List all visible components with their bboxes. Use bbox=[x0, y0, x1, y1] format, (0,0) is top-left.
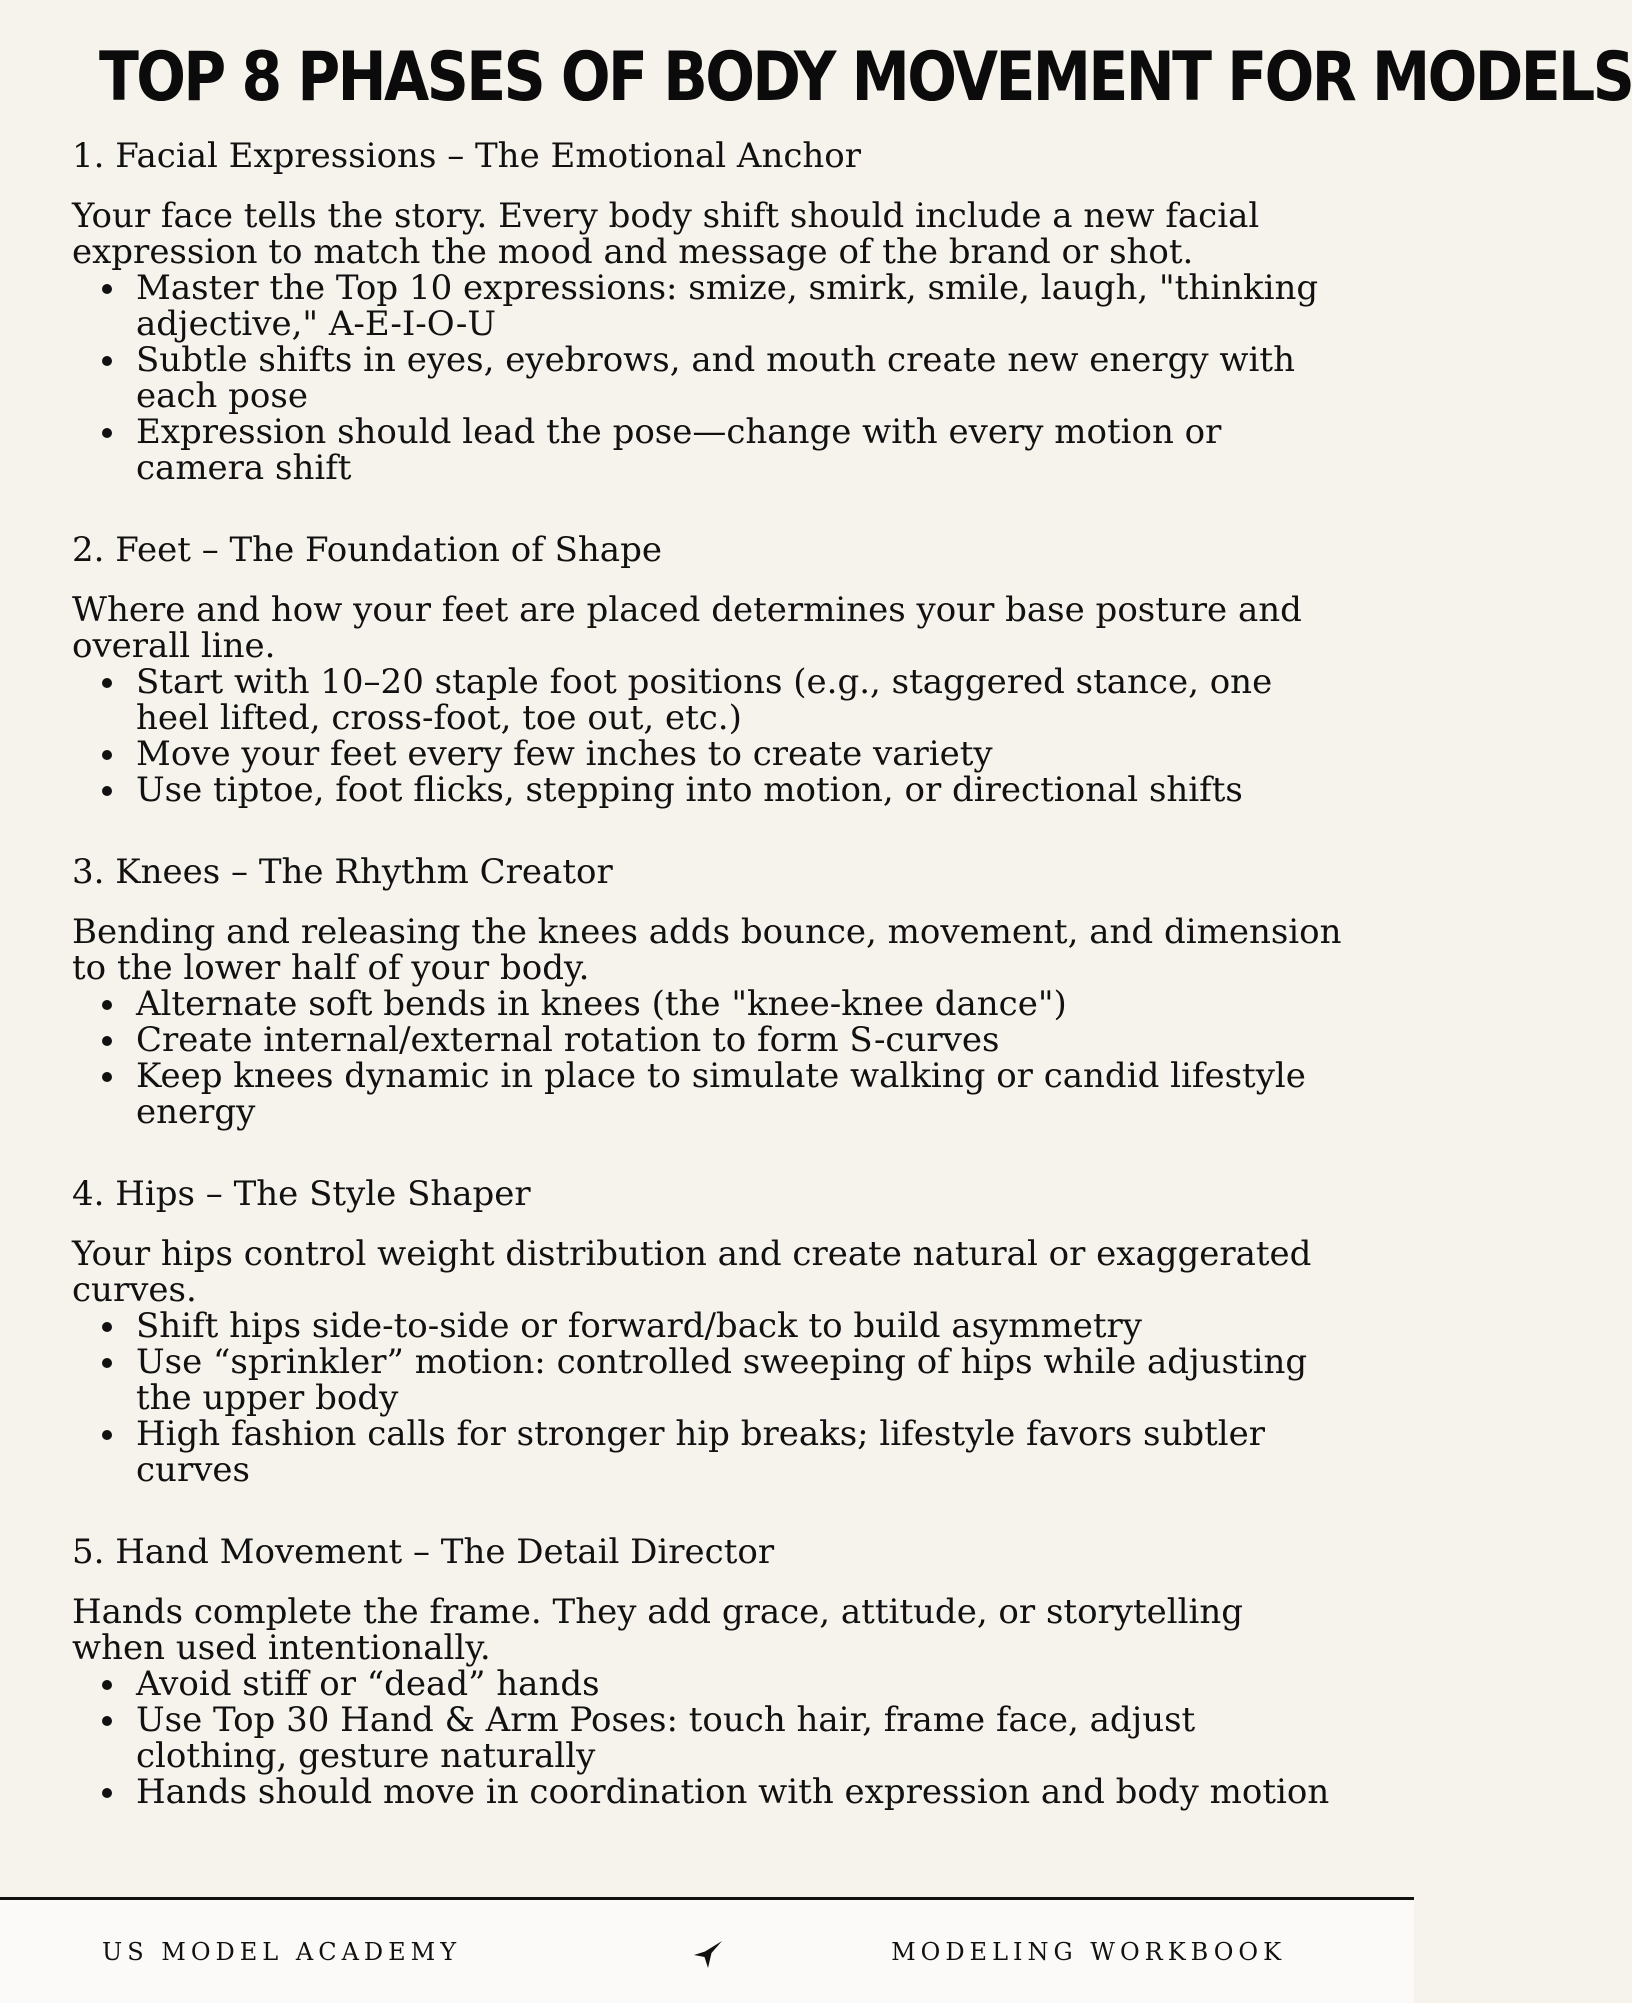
section-feet bbox=[72, 522, 1362, 808]
section-hips bbox=[72, 1166, 1362, 1488]
bullet-text: Use “sprinkler” motion: controlled sweeping of hips while adjusting the upper body bbox=[136, 1342, 1308, 1418]
bullet-icon bbox=[102, 356, 112, 366]
bullet-item bbox=[72, 986, 1346, 1022]
bullet-icon bbox=[102, 1322, 112, 1332]
bullet-item bbox=[72, 772, 1346, 808]
bullet-item bbox=[72, 664, 1346, 736]
section-intro: Where and how your feet are placed determines your base posture and overall line. bbox=[72, 590, 1302, 666]
page-footer bbox=[0, 1897, 1414, 2003]
bullet-item bbox=[72, 1702, 1346, 1774]
section-intro: Hands complete the frame. They add grace, attitude, or storytelling when used intentionally. bbox=[72, 1592, 1244, 1668]
section-intro: Bending and releasing the knees adds bounce, movement, and dimension to the lower half of your body. bbox=[72, 912, 1342, 988]
bullet-text: Create internal/external rotation to form S-curves bbox=[136, 1020, 1000, 1060]
bullet-icon bbox=[102, 1000, 112, 1010]
bullet-icon bbox=[102, 1716, 112, 1726]
bullet-item bbox=[72, 736, 1346, 772]
section-facial-expressions bbox=[72, 128, 1362, 486]
bullet-text: Start with 10–20 staple foot positions (e.g., staggered stance, one heel lifted, cross-foot, toe out, etc.) bbox=[136, 662, 1273, 738]
bullet-item bbox=[72, 270, 1346, 342]
bullet-item bbox=[72, 1774, 1346, 1810]
bullet-icon bbox=[102, 750, 112, 760]
bullet-item bbox=[72, 1666, 1346, 1702]
footer-brand: US MODEL ACADEMY bbox=[102, 1938, 462, 1966]
bullet-text: Master the Top 10 expressions: smize, smirk, smile, laugh, "thinking adjective," A-E-I-O-U bbox=[136, 268, 1319, 344]
bullet-text: Keep knees dynamic in place to simulate walking or candid lifestyle energy bbox=[136, 1056, 1306, 1132]
bullet-icon bbox=[102, 1680, 112, 1690]
bullet-list bbox=[72, 986, 1362, 1130]
four-point-star-icon bbox=[691, 1938, 725, 1972]
bullet-item bbox=[72, 1058, 1346, 1130]
bullet-text: Expression should lead the pose—change with every motion or camera shift bbox=[136, 412, 1222, 488]
bullet-icon bbox=[102, 1788, 112, 1798]
bullet-text: Hands should move in coordination with expression and body motion bbox=[136, 1772, 1330, 1812]
bullet-text: Use Top 30 Hand & Arm Poses: touch hair, frame face, adjust clothing, gesture naturally bbox=[136, 1700, 1196, 1776]
bullet-icon bbox=[102, 1430, 112, 1440]
bullet-list bbox=[72, 664, 1362, 808]
bullet-item bbox=[72, 414, 1346, 486]
bullet-icon bbox=[102, 1036, 112, 1046]
bullet-text: High fashion calls for stronger hip breaks; lifestyle favors subtler curves bbox=[136, 1414, 1266, 1490]
bullet-text: Subtle shifts in eyes, eyebrows, and mouth create new energy with each pose bbox=[136, 340, 1295, 416]
bullet-icon bbox=[102, 284, 112, 294]
footer-workbook-label: MODELING WORKBOOK bbox=[891, 1938, 1286, 1966]
bullet-icon bbox=[102, 1358, 112, 1368]
section-heading: 3. Knees – The Rhythm Creator bbox=[72, 852, 613, 892]
bullet-text: Move your feet every few inches to create variety bbox=[136, 734, 993, 774]
bullet-text: Alternate soft bends in knees (the "knee-knee dance") bbox=[136, 984, 1067, 1024]
bullet-item bbox=[72, 342, 1346, 414]
bullet-list bbox=[72, 270, 1362, 486]
section-heading: 1. Facial Expressions – The Emotional Anchor bbox=[72, 136, 862, 176]
bullet-icon bbox=[102, 678, 112, 688]
bullet-text: Use tiptoe, foot flicks, stepping into motion, or directional shifts bbox=[136, 770, 1243, 810]
section-heading: 5. Hand Movement – The Detail Director bbox=[72, 1532, 775, 1572]
bullet-icon bbox=[102, 786, 112, 796]
section-heading: 2. Feet – The Foundation of Shape bbox=[72, 530, 662, 570]
bullet-list bbox=[72, 1308, 1362, 1488]
workbook-content bbox=[72, 128, 1362, 1846]
bullet-item bbox=[72, 1344, 1346, 1416]
section-intro: Your hips control weight distribution and create natural or exaggerated curves. bbox=[72, 1234, 1312, 1310]
bullet-icon bbox=[102, 428, 112, 438]
bullet-list bbox=[72, 1666, 1362, 1810]
bullet-text: Avoid stiff or “dead” hands bbox=[136, 1664, 600, 1704]
section-heading: 4. Hips – The Style Shaper bbox=[72, 1174, 531, 1214]
page-title: TOP 8 PHASES OF BODY MOVEMENT FOR MODELS bbox=[98, 38, 1632, 117]
bullet-item bbox=[72, 1308, 1346, 1344]
bullet-item bbox=[72, 1416, 1346, 1488]
bullet-icon bbox=[102, 1072, 112, 1082]
section-knees bbox=[72, 844, 1362, 1130]
bullet-item bbox=[72, 1022, 1346, 1058]
bullet-text: Shift hips side-to-side or forward/back to build asymmetry bbox=[136, 1306, 1142, 1346]
section-intro: Your face tells the story. Every body shift should include a new facial expression to match the mood and message of the brand or shot. bbox=[72, 196, 1260, 272]
section-hand-movement bbox=[72, 1524, 1362, 1810]
